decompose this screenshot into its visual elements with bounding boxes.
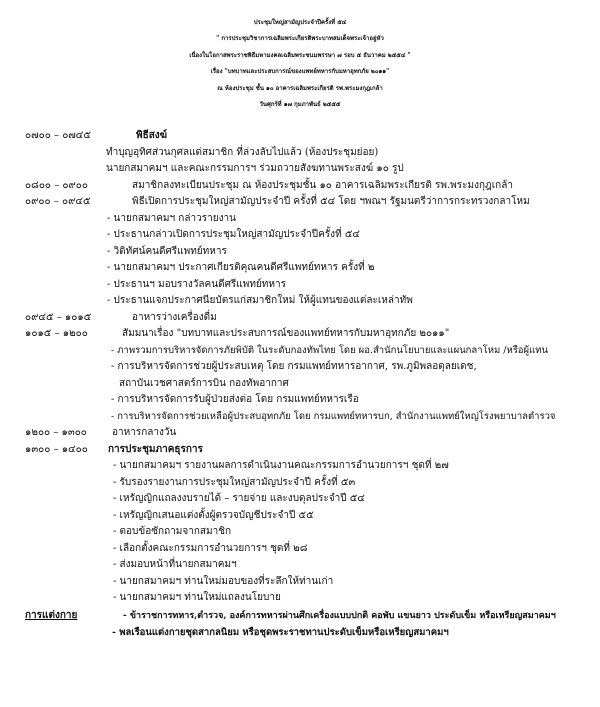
agenda-item: - นายกสมาคมฯ ท่านใหม่แถลงนโยบาย	[113, 592, 281, 603]
agenda-item: - การบริหารจัดการช่วยเหลือผู้ประสบอุทกภัย โดย กรมแพทย์ทหารบก, สำนักงานแพทย์ใหญ่โรงพยาบาลตำรวจ	[111, 411, 556, 422]
session-text: สัมมนาเรื่อง "บทบาทและประสบการณ์ของแพทย์ทหารกับมหาอุทกภัย ๒๐๑๑"	[122, 328, 450, 339]
dress-code-civilian: - พลเรือนแต่งกายชุดสากลนิยม หรือชุดพระราชทานประดับเข็มหรือเหรียญสมาคมฯ	[112, 627, 449, 638]
agenda-item: - ตอบข้อซักถามจากสมาชิก	[113, 526, 232, 537]
dress-code-military: - ข้าราชการทหาร,ตำรวจ, องค์การทหารผ่านศึกเครื่องแบบปกติ คอพับ แขนยาว ประดับเข็ม หรือเหรียญสมาคมฯ	[123, 611, 556, 621]
agenda-item: - ส่งมอบหน้าที่นายกสมาคมฯ	[113, 559, 237, 570]
title-topic: เรื่อง "บทบาทและประสบการณ์ของแพทย์ทหารกับมหาอุทกภัย ๒๐๑๑"	[210, 68, 390, 75]
session-time: ๐๗๐๐ – ๐๗๔๕	[25, 130, 91, 141]
agenda-item: - เหรัญญิกแถลงงบรายได้ – รายจ่าย และงบดุลประจำปี ๕๔	[113, 493, 365, 504]
session-title: พิธีสงฆ์	[136, 130, 168, 141]
session-detail: ทำบุญอุทิศส่วนกุศลแด่สมาชิก ที่ล่วงลับไปแล้ว (ห้องประชุมย่อย)	[106, 147, 379, 158]
session-time: ๑๓๐๐ – ๑๔๐๐	[25, 444, 88, 455]
agenda-item: - เลือกตั้งคณะกรรมการอำนวยการฯ ชุดที่ ๒๘	[113, 543, 308, 554]
dress-code-label: การแต่งกาย	[25, 610, 78, 621]
agenda-item: - การบริหารจัดการช่วยผู้ประสบเหตุ โดย กรมแพทย์ทหารอากาศ, รพ.ภูมิพลอดุลยเดช,	[111, 361, 477, 372]
agenda-item: - นายกสมาคมฯ ประกาศเกียรติคุณคนดีศรีแพทย์ทหาร ครั้งที่ ๒	[107, 262, 375, 273]
title-conference: " การประชุมวิชาการเฉลิมพระเกียรติพระบาทสมเด็จพระเจ้าอยู่หัว	[216, 35, 384, 42]
agenda-item: - นายกสมาคมฯ กล่าวรายงาน	[107, 213, 236, 224]
session-time: ๑๒๐๐ – ๑๓๐๐	[25, 427, 87, 438]
title-occasion: เนื่องในโอกาสพระราชพิธีมหามงคลเฉลิมพระชนมพรรษา ๗ รอบ ๕ ธันวาคม ๒๕๕๔ "	[189, 52, 411, 59]
session-time: ๐๙๔๕ – ๑๐๑๕	[25, 312, 92, 323]
session-time: ๐๘๐๐ – ๐๙๐๐	[25, 180, 89, 191]
agenda-item: - ภาพรวมการบริหารจัดการภัยพิบัติ ในระดับกองทัพไทย โดย ผอ.สำนักนโยบายและแผนกลาโหม /หรือผู้แทน	[111, 345, 548, 356]
session-detail: นายกสมาคมฯ และคณะกรรมการฯ ร่วมถวายสังฆทานพระสงฆ์ ๑๐ รูป	[106, 163, 404, 174]
agenda-item: - นายกสมาคมฯ ท่านใหม่มอบของที่ระลึกให้ท่านเก่า	[113, 576, 334, 587]
session-text: อาหารว่างเครื่องดื่ม	[132, 312, 217, 323]
agenda-item: - รับรองรายงานการประชุมใหญ่สามัญประจำปี ครั้งที่ ๕๓	[113, 477, 356, 488]
agenda-item: - ประธานฯ มอบรางวัลคนดีศรีแพทย์ทหาร	[107, 279, 286, 290]
title-venue: ณ ห้องประชุม ชั้น ๑๐ อาคารเฉลิมพระเกียรติ รพ.พระมงกุฎเกล้า	[217, 85, 383, 92]
agenda-item: - เหรัญญิกเสนอแต่งตั้งผู้ตรวจบัญชีประจำปี ๕๕	[113, 510, 314, 521]
session-time: ๐๙๐๐ – ๐๙๔๕	[25, 196, 91, 207]
agenda-item: - นายกสมาคมฯ รายงานผลการดำเนินงานคณะกรรมการอำนวยการฯ ชุดที่ ๒๗	[113, 460, 449, 471]
agenda-item: - วิดิทัศน์คนดีศรีแพทย์ทหาร	[107, 246, 227, 257]
session-text: อาหารกลางวัน	[112, 427, 177, 438]
session-text: สมาชิกลงทะเบียนประชุม ณ ห้องประชุมชั้น ๑๐ อาคารเฉลิมพระเกียรติ รพ.พระมงกุฎเกล้า	[132, 180, 513, 191]
session-text: พิธีเปิดการประชุมใหญ่สามัญประจำปี ครั้งที่ ๕๔ โดย ฯพณฯ รัฐมนตรีว่าการกระทรวงกลาโหม	[132, 196, 530, 207]
agenda-item: - การบริหารจัดการรับผู้ป่วยส่งต่อ โดย กรมแพทย์ทหารเรือ	[111, 394, 359, 405]
agenda-item: - ประธานแจกประกาศนียบัตรแก่สมาชิกใหม่ ให้ผู้แทนของแต่ละเหล่าทัพ	[107, 295, 413, 306]
session-time: ๑๐๑๕ – ๑๒๐๐	[25, 328, 88, 339]
agenda-item: สถาบันเวชศาสตร์การบิน กองทัพอากาศ	[119, 378, 289, 389]
session-title: การประชุมภาคธุรการ	[108, 444, 203, 455]
agenda-item: - ประธานกล่าวเปิดการประชุมใหญ่สามัญประจำปีครั้งที่ ๕๔	[107, 229, 360, 240]
title-meeting: ประชุมใหญ่สามัญประจำปีครั้งที่ ๕๔	[253, 19, 347, 26]
title-date: วันศุกร์ที่ ๑๗ กุมภาพันธ์ ๒๕๕๕	[259, 101, 341, 108]
